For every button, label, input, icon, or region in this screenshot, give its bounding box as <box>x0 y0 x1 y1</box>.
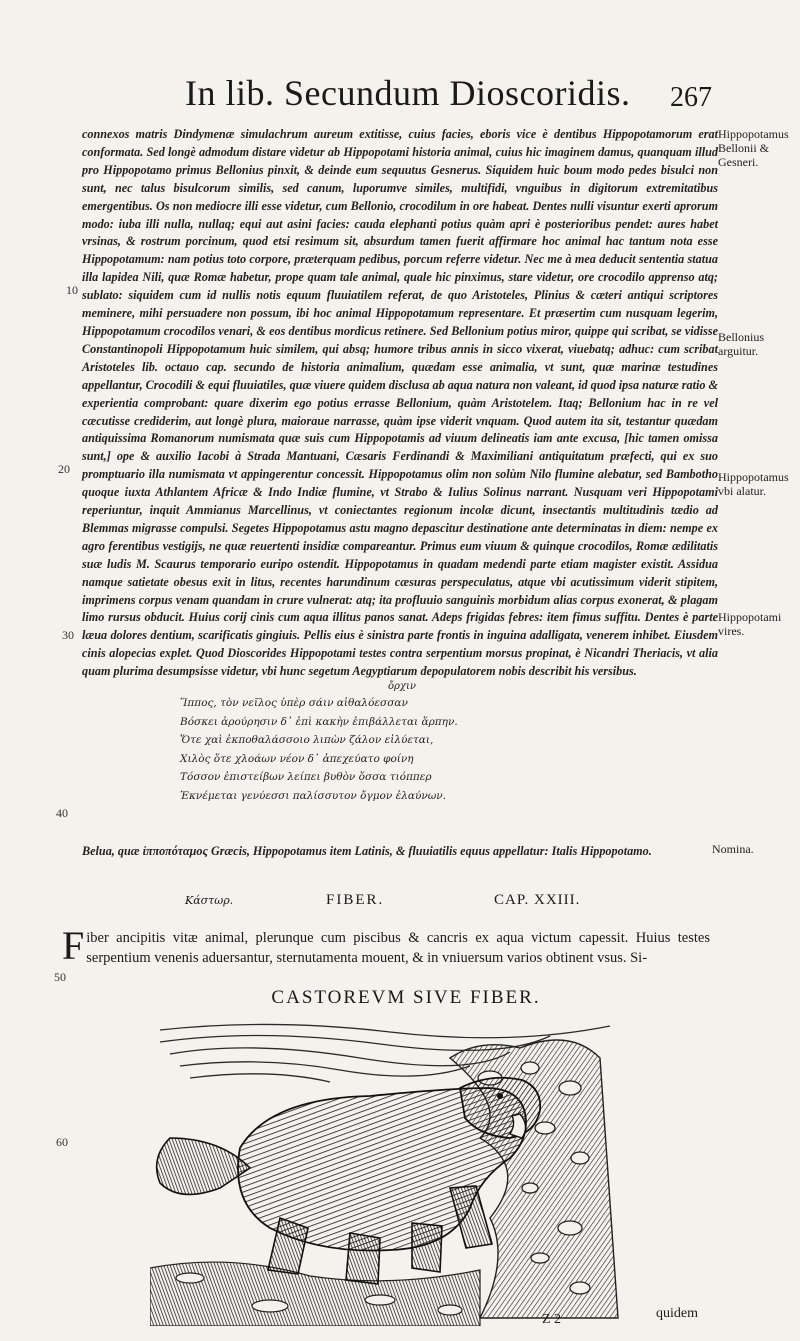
catchword: quidem <box>656 1306 698 1321</box>
greek-verse-line: Χιλὸς ὅτε χλοάων νέον δ᾽ ἀπεχεύατο φοίνη <box>180 752 414 765</box>
commentary-paragraph: connexos matris Dindymenæ simulachrum aureum extitisse, cuius facies, eboris vice è dentibus Hippopotamorum erat conformata. Sed longè admodum distare videtur ab Hippopotami historia animal, cuius hic imaginem damus, quanquam illud pro Hippopotamo primus Bellonius pinxit, & deinde eum sequutus Gesnerus. Siquidem huic boum modo pedes bisulci non sunt, nec talus bisulcorum similis, sed canum, luporumve similes, multifidi, vnguibus in digitorum extremitatibus emergentibus. Os non mediocre illi esse videtur, cum Bellonio, crocodilum in ore habeat. Dentes nulli visuntur exerti aprorum modo: iuba illi nulla, nullaq; equi aut asini facies: cauda elephanti potius quàm apri è posterioribus pendet: aures habet vrsinas, & rostrum porcinum, quod etsi resimum sit, absurdum tamen fuerit affirmare hoc animal hac tantum nota esse Hippopotamum: nam potius toto corpore, præterquam pedibus, porcum referre videtur. Nec me à mea deducit sententia statua illa lapidea Nili, quæ Romæ habetur, prope quam tale animal, quale hic pinximus, stare videtur, ore crocodilo apprenso atq; sublato: siquidem cum id nullis notis equum fluuiatilem referat, de quo Aristoteles, Plinius & cæteri antiqui scriptores meminere, mihi persuadere non possum, ibi hoc animal Hippopotamum representare. Et præsertim cum nusquam legerim, Hippopotamum crocodilos venari, & eos dentibus mordicus retinere. Sed Bellonium potius miror, quippe qui scribat, se vidisse Constantinopoli Hippopotamum huic similem, qui absq; humore tribus annis in sicco vixerat, viuebatq; adhuc: cum scribat Aristoteles lib. octauo cap. secundo de historia animalium, quædam esse animalia, vt sunt, quæ marinæ testudines appellantur, Crocodili & equi fluuiatiles, quæ viuere quidem disclusa ab aqua natura non valeant, id quod ipsa naturæ ratio & experientia comprobant: quare dixerim ego potius errasse Bellonium, quàm Aristotelem. Itaq; Bellonium hac in re vel cæcutisse crediderim, aut longè plura, maioraue narrasse, quàm ipse viderit vnquam. Quod autem ita sit, testantur quædam antiquissima Romanorum numismata quæ suis cum Hippopotamis ad viuum delineatis iam ante excusa, [hic tamen omissa sunt,] ope & auxilio Iacobi à Strada Mantuani, Cæsaris Ferdinandi & Maximiliani antiquitatum præfecti, qui ex suo promptuario illa numismata vt appingerentur concessit. Hippopotamus olim non solùm Nilo flumine alebatur, sed Bambotho quoque iuxta Athlantem Africæ & Indo Indiæ flumine, vt Strabo & Iulius Solinus narrant. Nusquam veri Hippopotami reperiuntur, inquit Ammianus Marcellinus, vt coniectantes regionum incolæ dicunt, insectantis multitudinis tædio ad Blemmas migrasse compulsi. Segetes Hippopotamus astu magno depascitur destinatione ante determinatas in diem: nempe ex agro ferentibus vestigijs, ne quæ reuertenti insidiæ compareantur. Primus eum viuum & quinque crocodilos, Romæ ædilitatis suæ ludis M. Scaurus temporario euripo ostendit. Hippopotamus in quadam medendi parte etiam magister existit. Assidua namque satietate obesus exit in litus, recentes harundinum cæsuras perspeculatus, atque vbi acutissimum viderit stipitem, imprimens corpus venam quandam in crure vulnerat: atq; ita profluuio sanguinis morbidum alias corpus exonerat, & plagam limo rursus obducit. Huius corij cinis cum aqua illitus panos sanat. Adeps frigidas febres: item fimus suffitu. Dentes è parte læua dolores dentium, scarificatis gingiuis. Pellis eius è sinistra parte frontis in inguina adalligata, venerem inhibet. Eiusdem cinis alopecias explet. Quod Dioscorides Hippopotami testes contra serpentium morsus propinat, è Nicandri Theriacis, vt alia quam plurima desumpsisse videtur, vbi hunc segetum Aegyptiarum depopulatorem nobis describit his versibus. <box>82 127 718 679</box>
chapter-heading <box>0 892 800 916</box>
drop-capital: F <box>62 923 85 968</box>
figure-caption: CASTOREVM SIVE FIBER. <box>271 987 541 1008</box>
chapter-greek-name: Κάστωρ. <box>185 894 234 907</box>
hippopotamus-commentary <box>82 126 718 681</box>
line-number-30: 30 <box>62 628 74 642</box>
beaver-woodcut-illustration <box>150 1018 620 1326</box>
greek-verse-line: Βόσκει ἀρούρησιν δ᾽ ἐπὶ κακὴν ἐπιβάλλεται ἅρπην. <box>180 715 458 728</box>
greek-verse-line: Ὅτε χαὶ ἐκποθαλάσσοιο λιπὼν ζάλον εἰλύεται, <box>180 734 434 746</box>
greek-verse-lines <box>180 694 510 805</box>
running-title: In lib. Secundum Dioscoridis. <box>185 73 631 113</box>
line-number-20: 20 <box>58 462 70 476</box>
chapter-title: FIBER. <box>326 892 385 908</box>
margin-note-bellonius-arguitur: Bellonius arguitur. <box>718 330 765 358</box>
greek-verse-line: Ἐκνέμεται γενύεσσι παλίσσυτον ὄγμον ἐλαύνων. <box>180 789 446 802</box>
beaver-tail <box>157 1138 250 1194</box>
fiber-paragraph-text: iber ancipitis vitæ animal, plerunque cum piscibus & cancris ex aqua victum capessit. Huius testes serpentium venenis aduersantur, sternutamenta mouent, & in vniuersum varios obtinent vsus. Si- <box>86 930 710 966</box>
margin-note-nomina: Nomina. <box>712 842 754 856</box>
page-number: 267 <box>670 82 712 113</box>
greek-verse-line: Τόσσον ἐπιστείβων λείπει βυθὸν ὅσσα τιόππερ <box>180 771 432 783</box>
signature-mark: Z 2 <box>542 1312 562 1327</box>
greek-verse-heading: ὄρχιν <box>388 681 416 692</box>
line-number-40: 40 <box>56 806 68 820</box>
line-number-60: 60 <box>56 1135 68 1149</box>
line-number-50: 50 <box>54 970 66 984</box>
chapter-number: CAP. XXIII. <box>494 892 581 908</box>
greek-verse-line: Ἵππος, τὸν νεῖλος ὑπὲρ σάιν αἰθαλόεσσαν <box>180 697 408 709</box>
nomina-paragraph: Belua, quæ ἱπποπόταμος Græcis, Hippopotamus item Latinis, & fluuiatilis equus appellatur: Italis Hippopotamo. <box>82 844 652 858</box>
ground <box>150 1262 480 1326</box>
margin-note-hippopotami-vires: Hippopotami vires. <box>718 610 782 638</box>
line-number-10: 10 <box>66 283 78 297</box>
margin-note-hippopotamus-bellonii: Hippopotamus Bellonii & Gesneri. <box>718 127 789 169</box>
fiber-paragraph <box>62 923 710 968</box>
margin-note-hippopotamus-vbi-alatur: Hippopotamus vbi alatur. <box>718 470 789 498</box>
beaver-eye <box>497 1093 503 1099</box>
